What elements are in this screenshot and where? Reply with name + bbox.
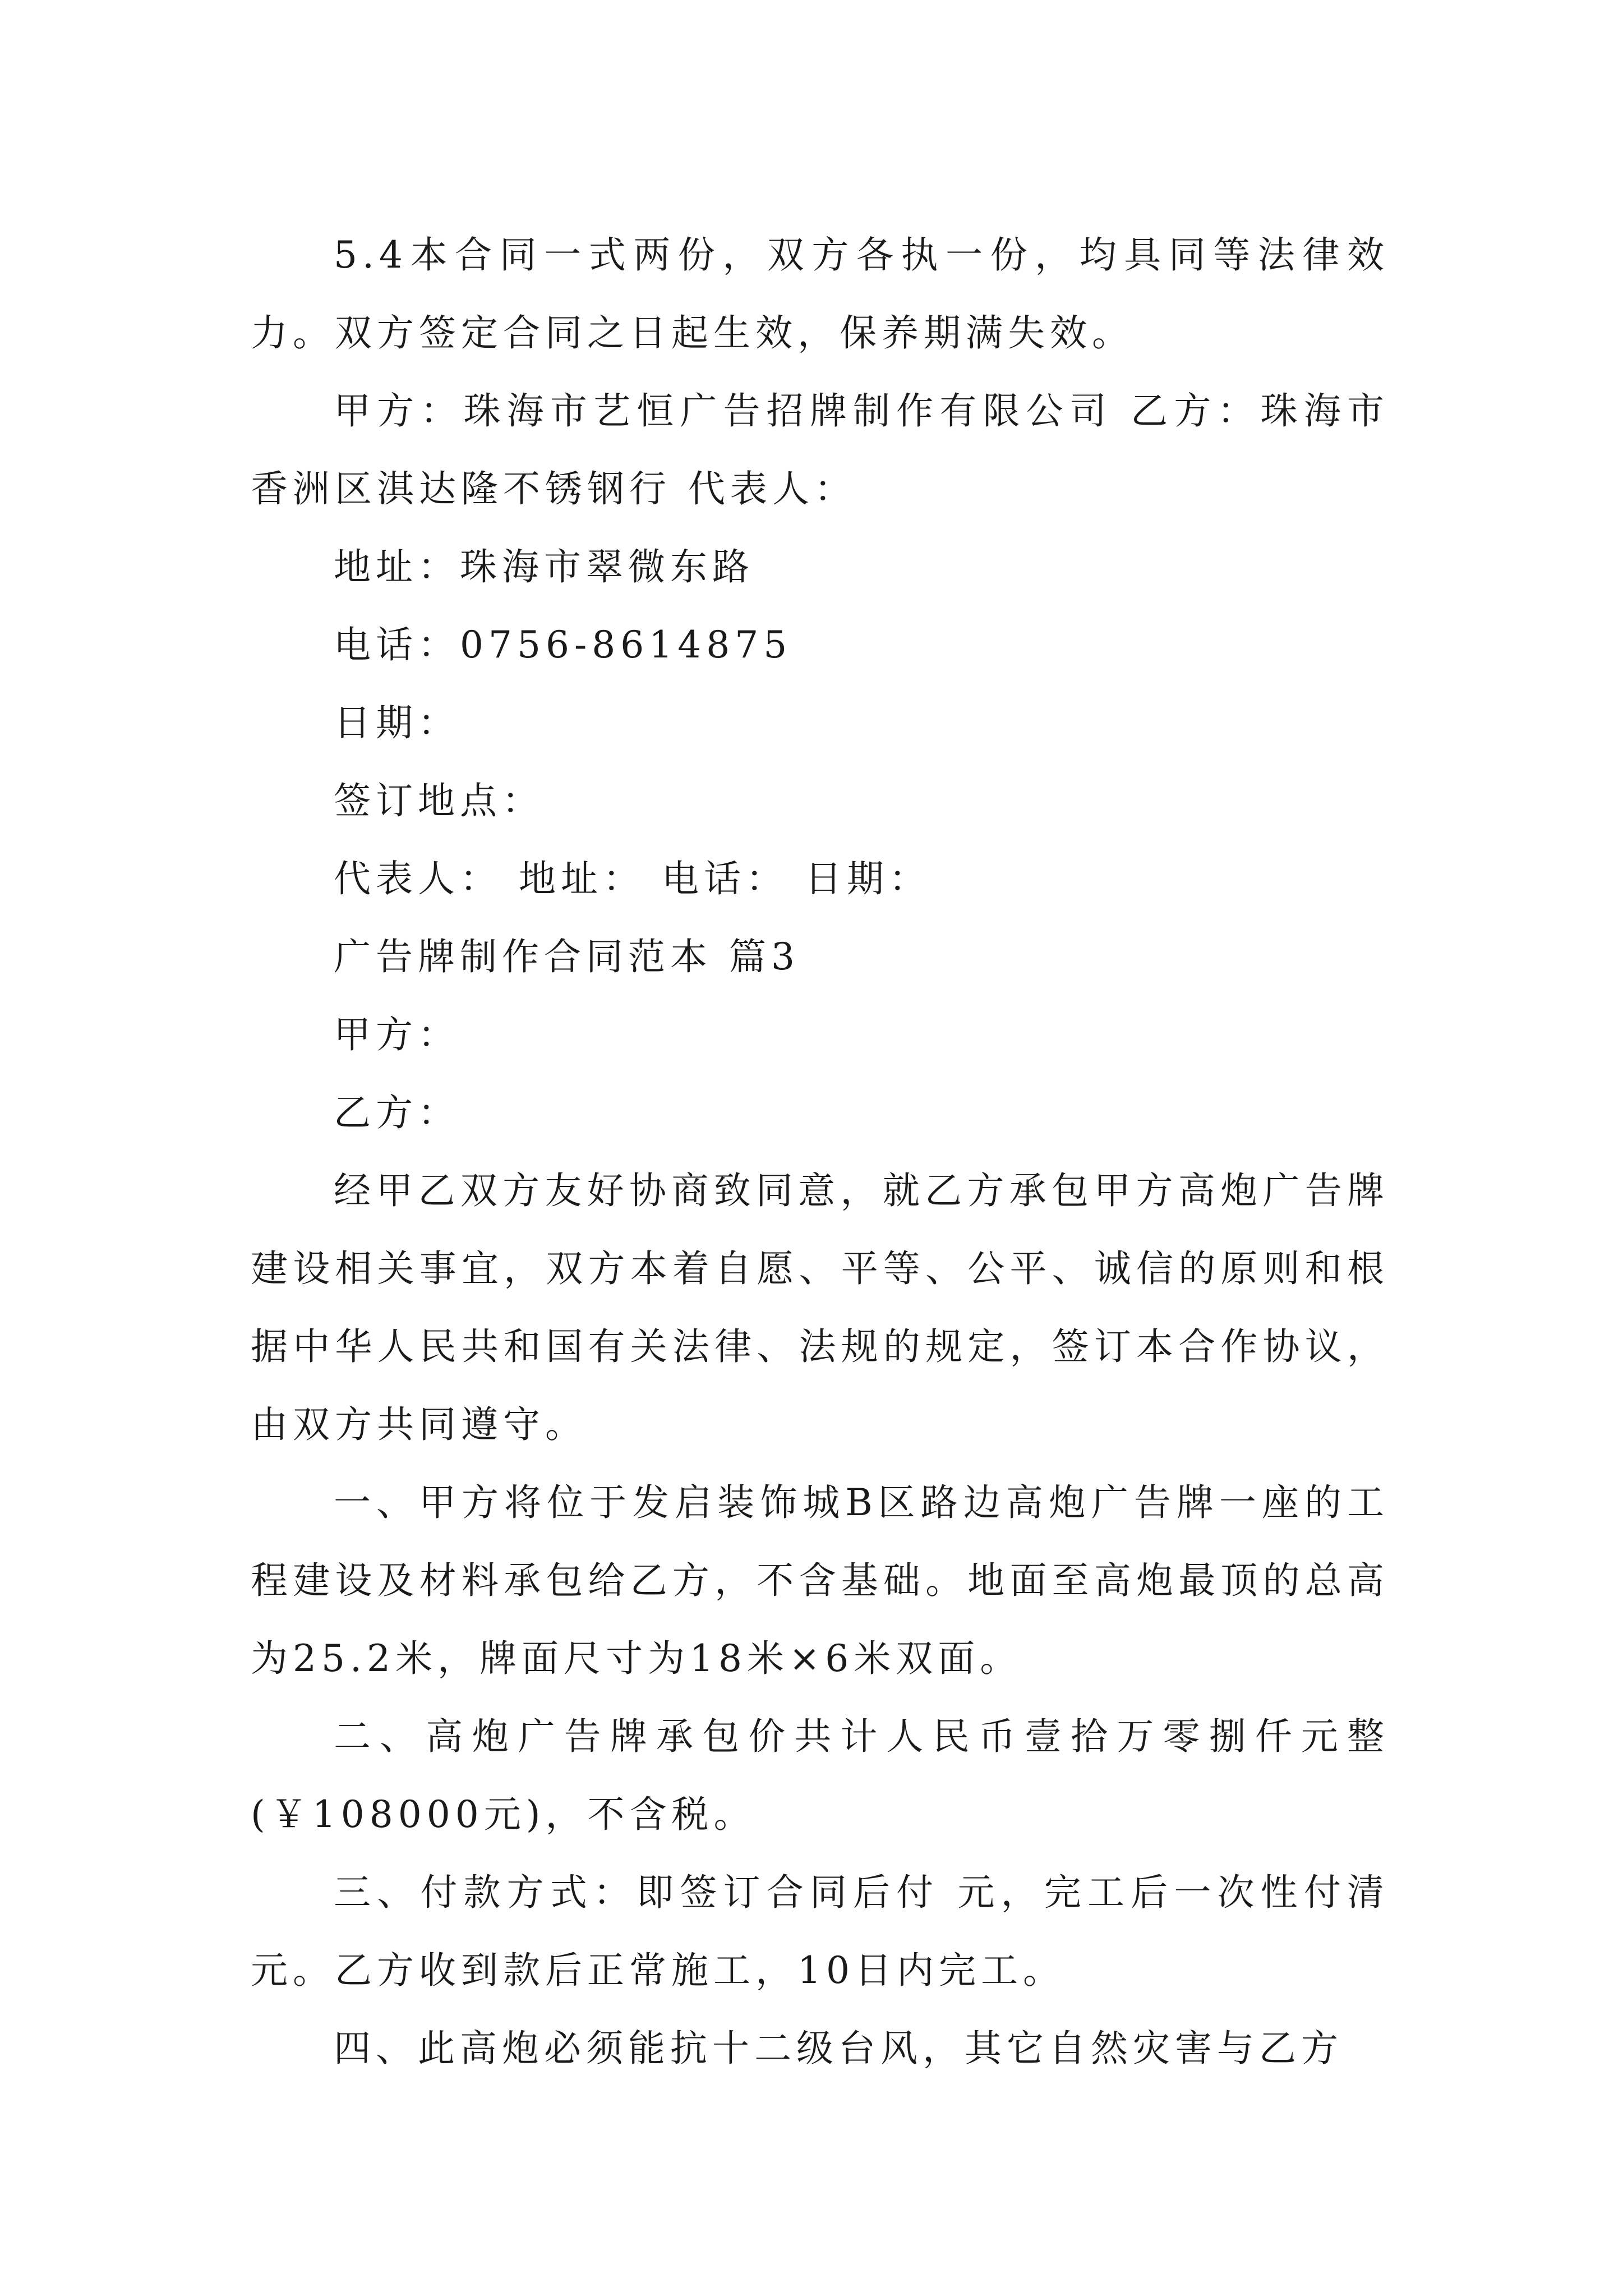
clause-3: 三、付款方式：即签订合同后付 元，完工后一次性付清 元。乙方收到款后正常施工，10日内完工。 (251, 1871, 1389, 1992)
paragraph-phone: 电话：0756-8614875 (334, 623, 792, 666)
clause-1: 一、甲方将位于发启装饰城B区路边高炮广告牌一座的工程建设及材料承包给乙方，不含基础。地面至高炮最顶的总高为25.2米，牌面尺寸为18米×6米双面。 (251, 1481, 1389, 1680)
paragraph-parties: 甲方：珠海市艺恒广告招牌制作有限公司 乙方：珠海市香洲区淇达隆不锈钢行 代表人： (251, 389, 1389, 510)
paragraph-party-a: 甲方： (334, 1013, 460, 1056)
paragraph-contract-copies: 5.4本合同一式两份，双方各执一份，均具同等法律效力。双方签定合同之日起生效，保养期满失效。 (251, 233, 1389, 355)
section-heading: 广告牌制作合同范本 篇3 (334, 935, 800, 978)
clause-4: 四、此高炮必须能抗十二级台风，其它自然灾害与乙方 (334, 2027, 1343, 2070)
clause-2: 二、高炮广告牌承包价共计人民币壹拾万零捌仟元整(￥108000元)，不含税。 (251, 1715, 1389, 1836)
paragraph-date: 日期： (334, 701, 460, 744)
paragraph-address: 地址：珠海市翠微东路 (334, 545, 754, 588)
paragraph-signing-place: 签订地点： (334, 779, 544, 822)
paragraph-party-b-fields: 代表人： 地址： 电话： 日期： (334, 857, 931, 900)
paragraph-party-b: 乙方： (334, 1091, 460, 1134)
document-body (251, 216, 1389, 2087)
paragraph-agreement-preamble: 经甲乙双方友好协商致同意，就乙方承包甲方高炮广告牌建设相关事宜，双方本着自愿、平等、公平、诚信的原则和根据中华人民共和国有关法律、法规的规定，签订本合作协议，由双方共同遵守。 (251, 1169, 1389, 1446)
